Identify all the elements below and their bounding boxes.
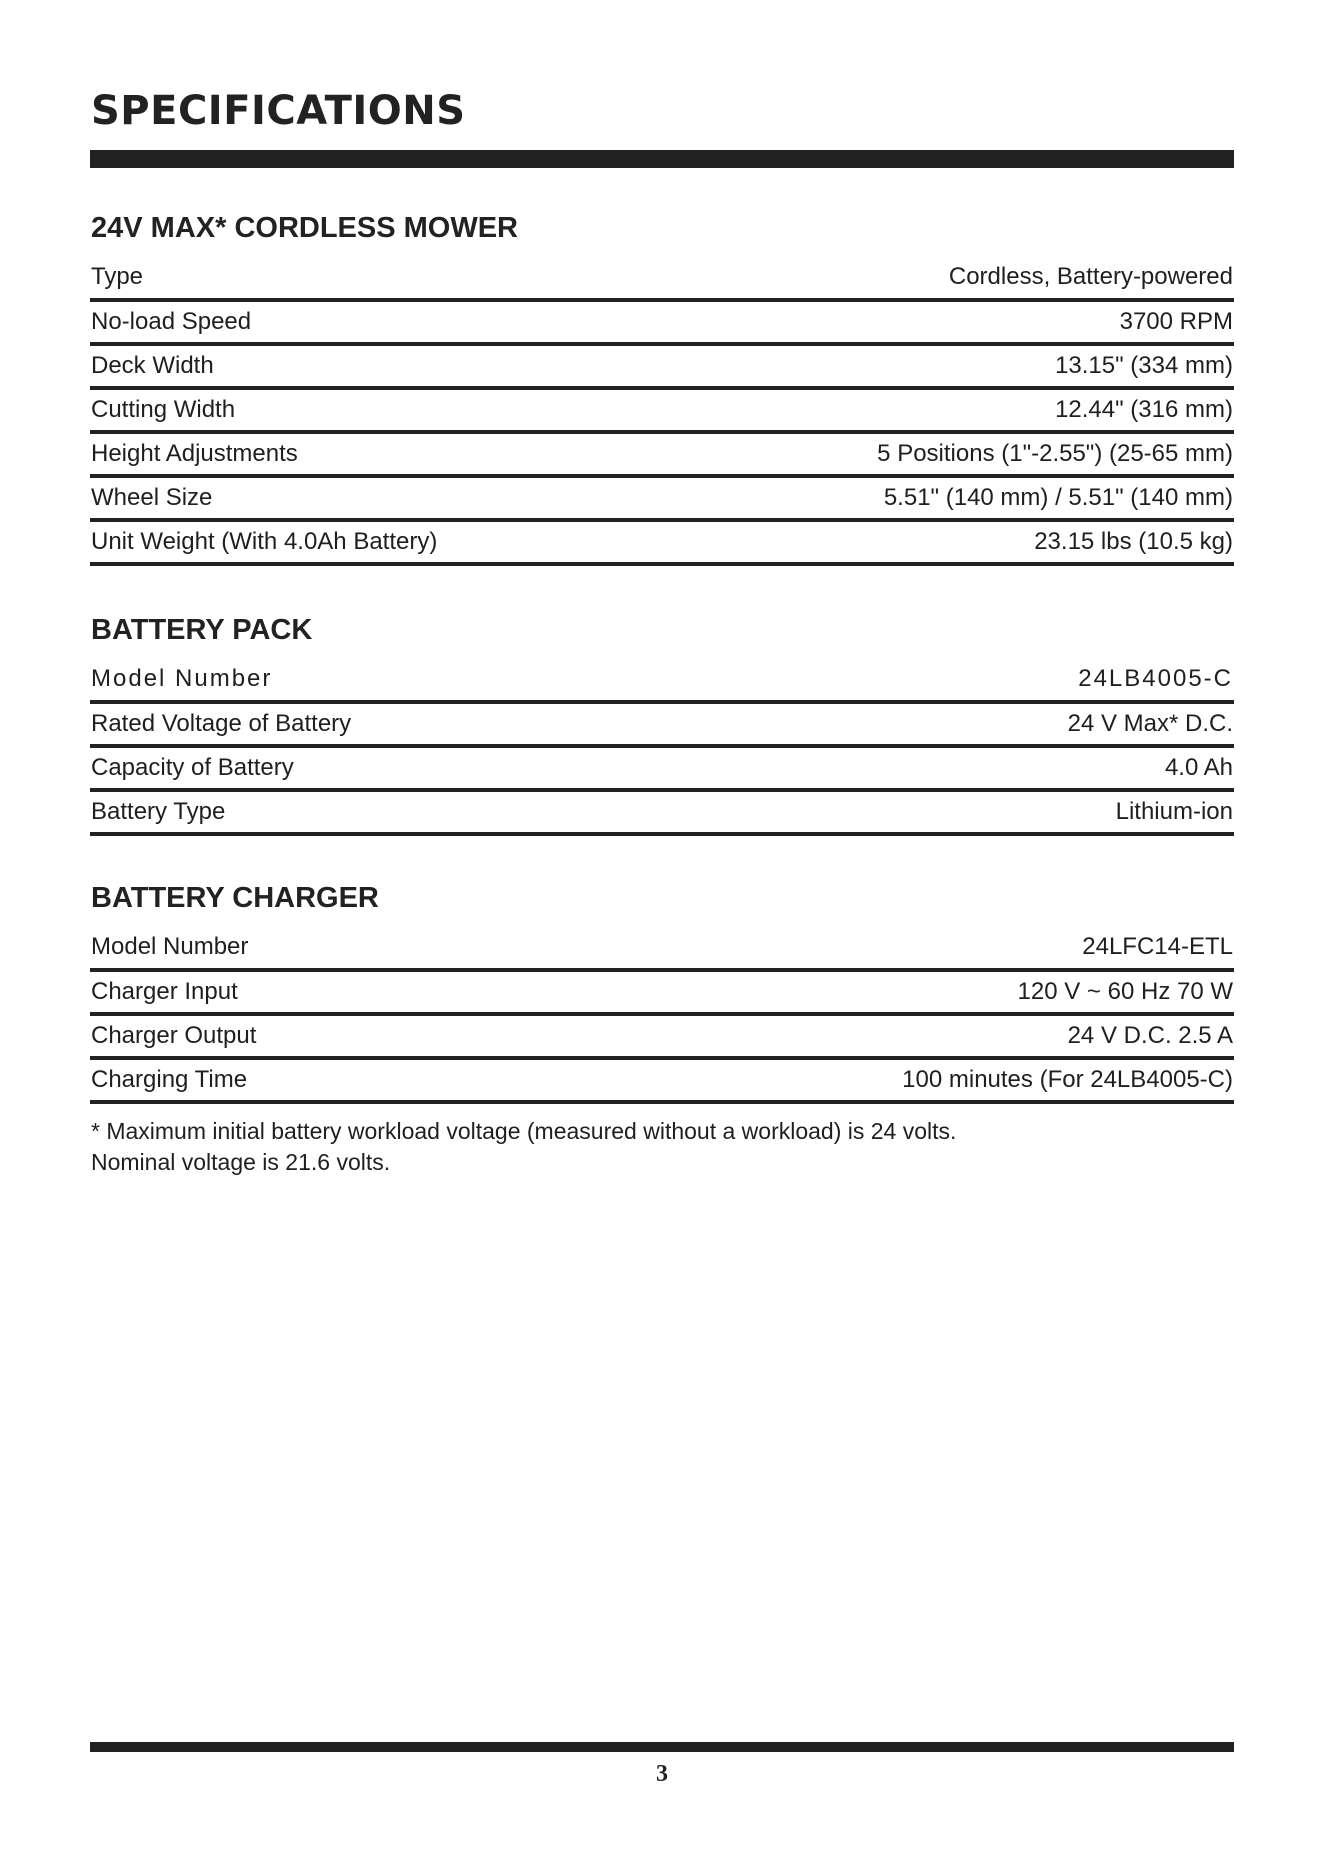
battery-charger-spec-table [90, 926, 1234, 1104]
spec-value: 5.51" (140 mm) / 5.51" (140 mm) [654, 476, 1234, 520]
section-heading-mower: 24V MAX* CORDLESS MOWER [91, 212, 518, 244]
footnote-line: * Maximum initial battery workload voltage (measured without a workload) is 24 volts. [91, 1118, 957, 1144]
table-row [90, 746, 1234, 790]
spec-value: 120 V ~ 60 Hz 70 W [473, 970, 1234, 1014]
spec-label: Rated Voltage of Battery [90, 702, 788, 746]
battery-charger-specs-section [90, 870, 1234, 1104]
table-row [90, 520, 1234, 564]
spec-label: Charger Output [90, 1014, 473, 1058]
spec-label: Cutting Width [90, 388, 654, 432]
battery-pack-specs-section [90, 602, 1234, 836]
spec-value: 4.0 Ah [788, 746, 1234, 790]
spec-label: Type [90, 256, 654, 300]
voltage-footnote [91, 1116, 1231, 1178]
table-row [90, 344, 1234, 388]
spec-value: 24LB4005-C [788, 658, 1234, 702]
spec-label: No-load Speed [90, 300, 654, 344]
page-title: SPECIFICATIONS [91, 88, 466, 134]
footnote-line: Nominal voltage is 21.6 volts. [91, 1149, 391, 1175]
spec-value: 13.15" (334 mm) [654, 344, 1234, 388]
table-row [90, 300, 1234, 344]
spec-label: Model Number [90, 658, 788, 702]
table-row [90, 702, 1234, 746]
spec-value: 12.44" (316 mm) [654, 388, 1234, 432]
table-row [90, 476, 1234, 520]
page-number: 3 [656, 1761, 668, 1787]
spec-label: Height Adjustments [90, 432, 654, 476]
spec-label: Wheel Size [90, 476, 654, 520]
spec-label: Charger Input [90, 970, 473, 1014]
table-row [90, 790, 1234, 834]
spec-value: 24 V Max* D.C. [788, 702, 1234, 746]
spec-label: Unit Weight (With 4.0Ah Battery) [90, 520, 654, 564]
spec-value: 24 V D.C. 2.5 A [473, 1014, 1234, 1058]
table-row [90, 970, 1234, 1014]
spec-label: Charging Time [90, 1058, 473, 1102]
spec-label: Deck Width [90, 344, 654, 388]
mower-specs-section [90, 200, 1234, 566]
spec-value: 23.15 lbs (10.5 kg) [654, 520, 1234, 564]
table-row [90, 658, 1234, 702]
table-row [90, 256, 1234, 300]
spec-value: 100 minutes (For 24LB4005-C) [473, 1058, 1234, 1102]
table-row [90, 926, 1234, 970]
spec-value: 3700 RPM [654, 300, 1234, 344]
battery-pack-spec-table [90, 658, 1234, 836]
title-divider [90, 150, 1234, 168]
table-row [90, 432, 1234, 476]
section-heading-battery-pack: BATTERY PACK [91, 614, 313, 646]
spec-value: Lithium-ion [788, 790, 1234, 834]
section-heading-battery-charger: BATTERY CHARGER [91, 882, 379, 914]
mower-spec-table [90, 256, 1234, 566]
table-row [90, 1058, 1234, 1102]
footer-divider [90, 1742, 1234, 1752]
table-row [90, 388, 1234, 432]
table-row [90, 1014, 1234, 1058]
spec-label: Capacity of Battery [90, 746, 788, 790]
spec-value: 24LFC14-ETL [473, 926, 1234, 970]
spec-label: Model Number [90, 926, 473, 970]
spec-value: 5 Positions (1"-2.55") (25-65 mm) [654, 432, 1234, 476]
spec-label: Battery Type [90, 790, 788, 834]
spec-value: Cordless, Battery-powered [654, 256, 1234, 300]
